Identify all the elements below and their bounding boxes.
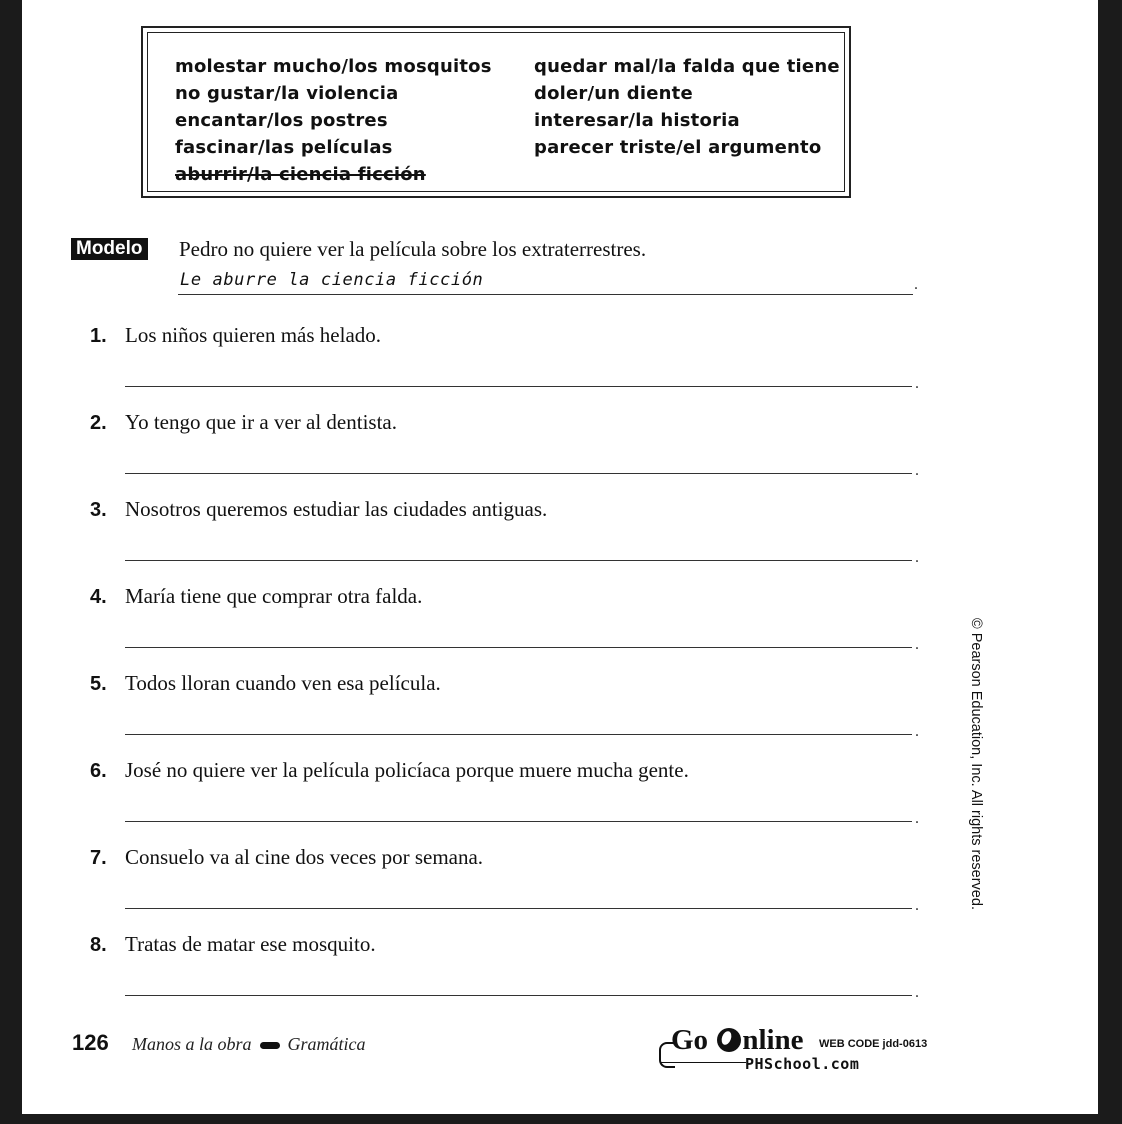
exercise-item-6: [90, 760, 930, 830]
item-number: 4.: [90, 586, 107, 608]
answer-line[interactable]: [125, 821, 912, 822]
modelo-period: .: [914, 276, 918, 293]
answer-line[interactable]: [125, 734, 912, 735]
footer-section: [132, 1034, 366, 1055]
modelo-label: Modelo: [71, 238, 148, 260]
exercise-item-5: [90, 673, 930, 743]
answer-period: .: [915, 549, 919, 566]
answer-period: .: [915, 723, 919, 740]
item-question: María tiene que comprar otra falda.: [125, 584, 423, 608]
section-title: Manos a la obra: [132, 1034, 252, 1054]
modelo-prompt: Pedro no quiere ver la película sobre los extraterrestres.: [179, 237, 647, 261]
exercise-item-7: [90, 847, 930, 917]
globe-icon: [717, 1028, 741, 1052]
word-bank-entry: fascinar/las películas: [175, 137, 393, 158]
word-bank-left-column: [175, 53, 492, 188]
go-online-suffix: nline: [742, 1024, 804, 1056]
word-bank-entry: parecer triste/el argumento: [534, 137, 822, 158]
exercise-item-1: [90, 325, 930, 395]
word-bank-inner-border: [147, 32, 845, 192]
item-question: Consuelo va al cine dos veces por semana.: [125, 845, 484, 869]
exercise-item-3: [90, 499, 930, 569]
worksheet-page: [22, 0, 1098, 1114]
phschool-link[interactable]: PHSchool.com: [745, 1055, 860, 1073]
item-question: Tratas de matar ese mosquito.: [125, 932, 376, 956]
web-code: WEB CODE jdd-0613: [819, 1038, 928, 1050]
item-number: 3.: [90, 499, 107, 521]
item-number: 2.: [90, 412, 107, 434]
item-question: Yo tengo que ir a ver al dentista.: [125, 410, 397, 434]
go-online-underline: [661, 1062, 746, 1063]
answer-period: .: [915, 984, 919, 1001]
go-online-prefix: Go: [671, 1024, 716, 1056]
item-number: 8.: [90, 934, 107, 956]
answer-period: .: [915, 636, 919, 653]
answer-line[interactable]: [125, 647, 912, 648]
answer-line[interactable]: [125, 386, 912, 387]
item-number: 1.: [90, 325, 107, 347]
exercise-item-2: [90, 412, 930, 482]
copyright-notice: [962, 618, 992, 910]
word-bank-entry: encantar/los postres: [175, 110, 388, 131]
answer-period: .: [915, 375, 919, 392]
exercise-item-4: [90, 586, 930, 656]
answer-line[interactable]: [125, 995, 912, 996]
modelo-answer-line: [178, 268, 913, 295]
answer-line[interactable]: [125, 560, 912, 561]
item-question: Nosotros queremos estudiar las ciudades antiguas.: [125, 497, 548, 521]
answer-period: .: [915, 462, 919, 479]
answer-line[interactable]: [125, 473, 912, 474]
item-question: José no quiere ver la película policíaca porque muere mucha gente.: [125, 758, 689, 782]
word-bank-entry: molestar mucho/los mosquitos: [175, 56, 492, 77]
exercise-item-8: [90, 934, 930, 1004]
item-number: 5.: [90, 673, 107, 695]
item-question: Todos lloran cuando ven esa película.: [125, 671, 441, 695]
copyright-text: © Pearson Education, Inc. All rights reserved.: [968, 618, 984, 910]
item-number: 6.: [90, 760, 107, 782]
word-bank-entry: interesar/la historia: [534, 110, 740, 131]
word-bank-entry: quedar mal/la falda que tiene: [534, 56, 840, 77]
word-bank-entry: doler/un diente: [534, 83, 693, 104]
word-bank-right-column: [534, 53, 840, 161]
answer-period: .: [915, 810, 919, 827]
subsection-title: Gramática: [287, 1034, 366, 1054]
answer-line[interactable]: [125, 908, 912, 909]
separator-bar-icon: [260, 1042, 280, 1049]
page-number: 126: [72, 1030, 109, 1055]
word-bank-entry-crossed-out: aburrir/la ciencia ficción: [175, 164, 426, 185]
answer-period: .: [915, 897, 919, 914]
modelo-answer: Le aburre la ciencia ficción: [180, 270, 484, 290]
word-bank-box: [141, 26, 851, 198]
go-online-logo[interactable]: [659, 1024, 929, 1072]
item-question: Los niños quieren más helado.: [125, 323, 382, 347]
item-number: 7.: [90, 847, 107, 869]
go-online-wordmark: [671, 1024, 804, 1057]
word-bank-entry: no gustar/la violencia: [175, 83, 399, 104]
